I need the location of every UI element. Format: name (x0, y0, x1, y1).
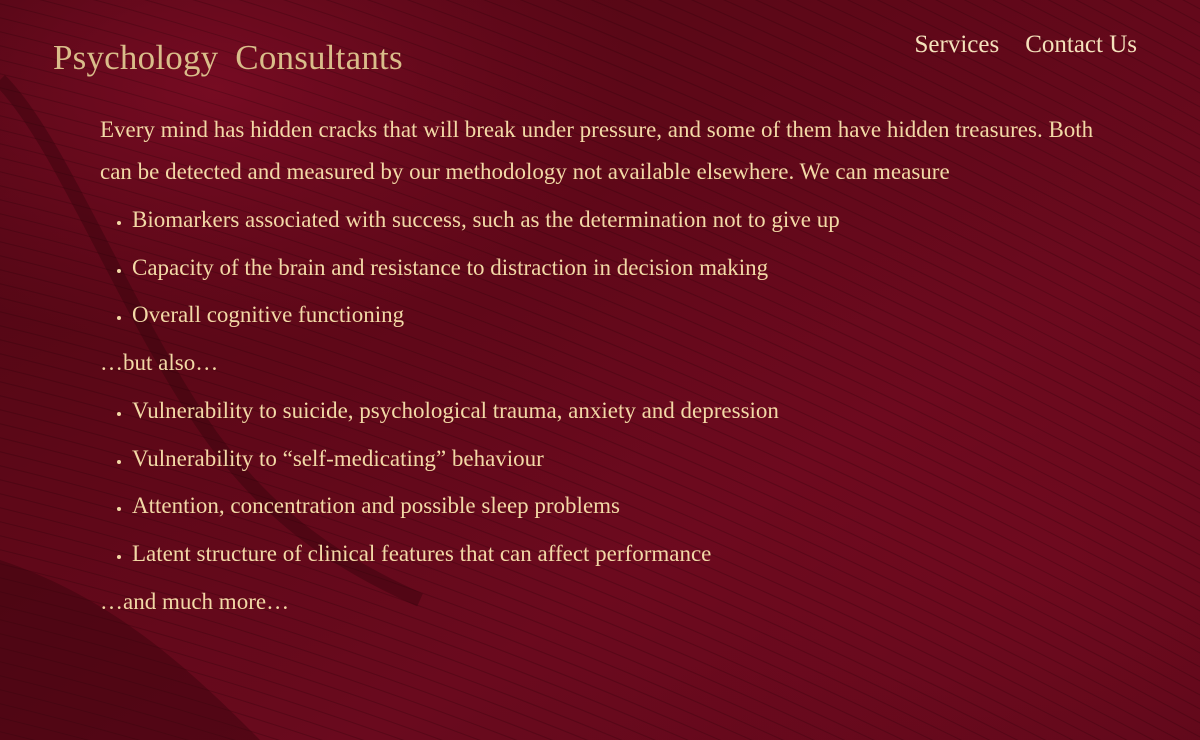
list-item: • Attention, concentration and possible sleep problems (132, 490, 1110, 521)
and-much-more-text: …and much more… (100, 588, 290, 614)
intro-paragraph: Every mind has hidden cracks that will break under pressure, and some of them have hidden treasures. Both can be detected and measured by our methodology not available elsewhere. We can measure (100, 117, 1094, 184)
list-item: • Vulnerability to suicide, psychological trauma, anxiety and depression (132, 395, 1110, 426)
brand-logo-text[interactable]: Psychology Consultants (53, 38, 403, 77)
list-item: • Latent structure of clinical features that can affect performance (132, 538, 1110, 569)
nav-link-services[interactable]: Services (914, 31, 1000, 58)
main-content (100, 109, 1110, 617)
but-also-text: …but also… (100, 350, 219, 375)
list-item: • Vulnerability to “self-medicating” behaviour (132, 443, 1110, 474)
list-item: • Capacity of the brain and resistance to distraction in decision making (132, 252, 1110, 283)
site-header (0, 0, 1200, 110)
main-nav (915, 28, 1138, 62)
list-item: • Biomarkers associated with success, such as the determination not to give up (132, 204, 1110, 235)
strengths-list (100, 204, 1110, 330)
vulnerabilities-list (100, 395, 1110, 569)
nav-link-contact-us[interactable]: Contact Us (1025, 31, 1137, 58)
list-item: • Overall cognitive functioning (132, 299, 1110, 330)
